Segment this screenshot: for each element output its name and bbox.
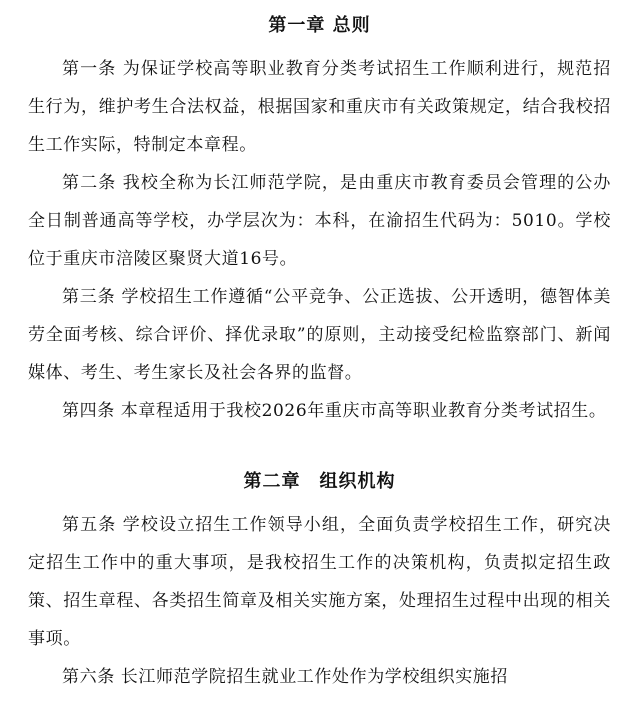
chapter-1-title: 第一章 总则	[268, 15, 371, 36]
article-1: 第一条 为保证学校高等职业教育分类考试招生工作顺利进行，规范招生行为，维护考生合法权益，根据国家和重庆市有关政策规定，结合我校招生工作实际，特制定本章程。	[28, 59, 611, 155]
chapter-2-title: 第二章 组织机构	[243, 471, 396, 492]
article-4: 第四条 本章程适用于我校2026年重庆市高等职业教育分类考试招生。	[62, 401, 607, 421]
article-6: 第六条 长江师范学院招生就业工作处作为学校组织实施招	[62, 667, 509, 687]
article-5: 第五条 学校设立招生工作领导小组，全面负责学校招生工作，研究决定招生工作中的重大事项，是我校招生工作的决策机构，负责拟定招生政策、招生章程、各类招生简章及相关实施方案，处理招生过程中出现的相关事项。	[28, 515, 611, 649]
article-2: 第二条 我校全称为长江师范学院，是由重庆市教育委员会管理的公办全日制普通高等学校，办学层次为：本科，在渝招生代码为：5010。学校位于重庆市涪陵区聚贤大道16号。	[28, 173, 611, 269]
article-3: 第三条 学校招生工作遵循“公平竞争、公正选拔、公开透明，德智体美劳全面考核、综合评价、择优录取”的原则，主动接受纪检监察部门、新闻媒体、考生、考生家长及社会各界的监督。	[28, 287, 611, 383]
